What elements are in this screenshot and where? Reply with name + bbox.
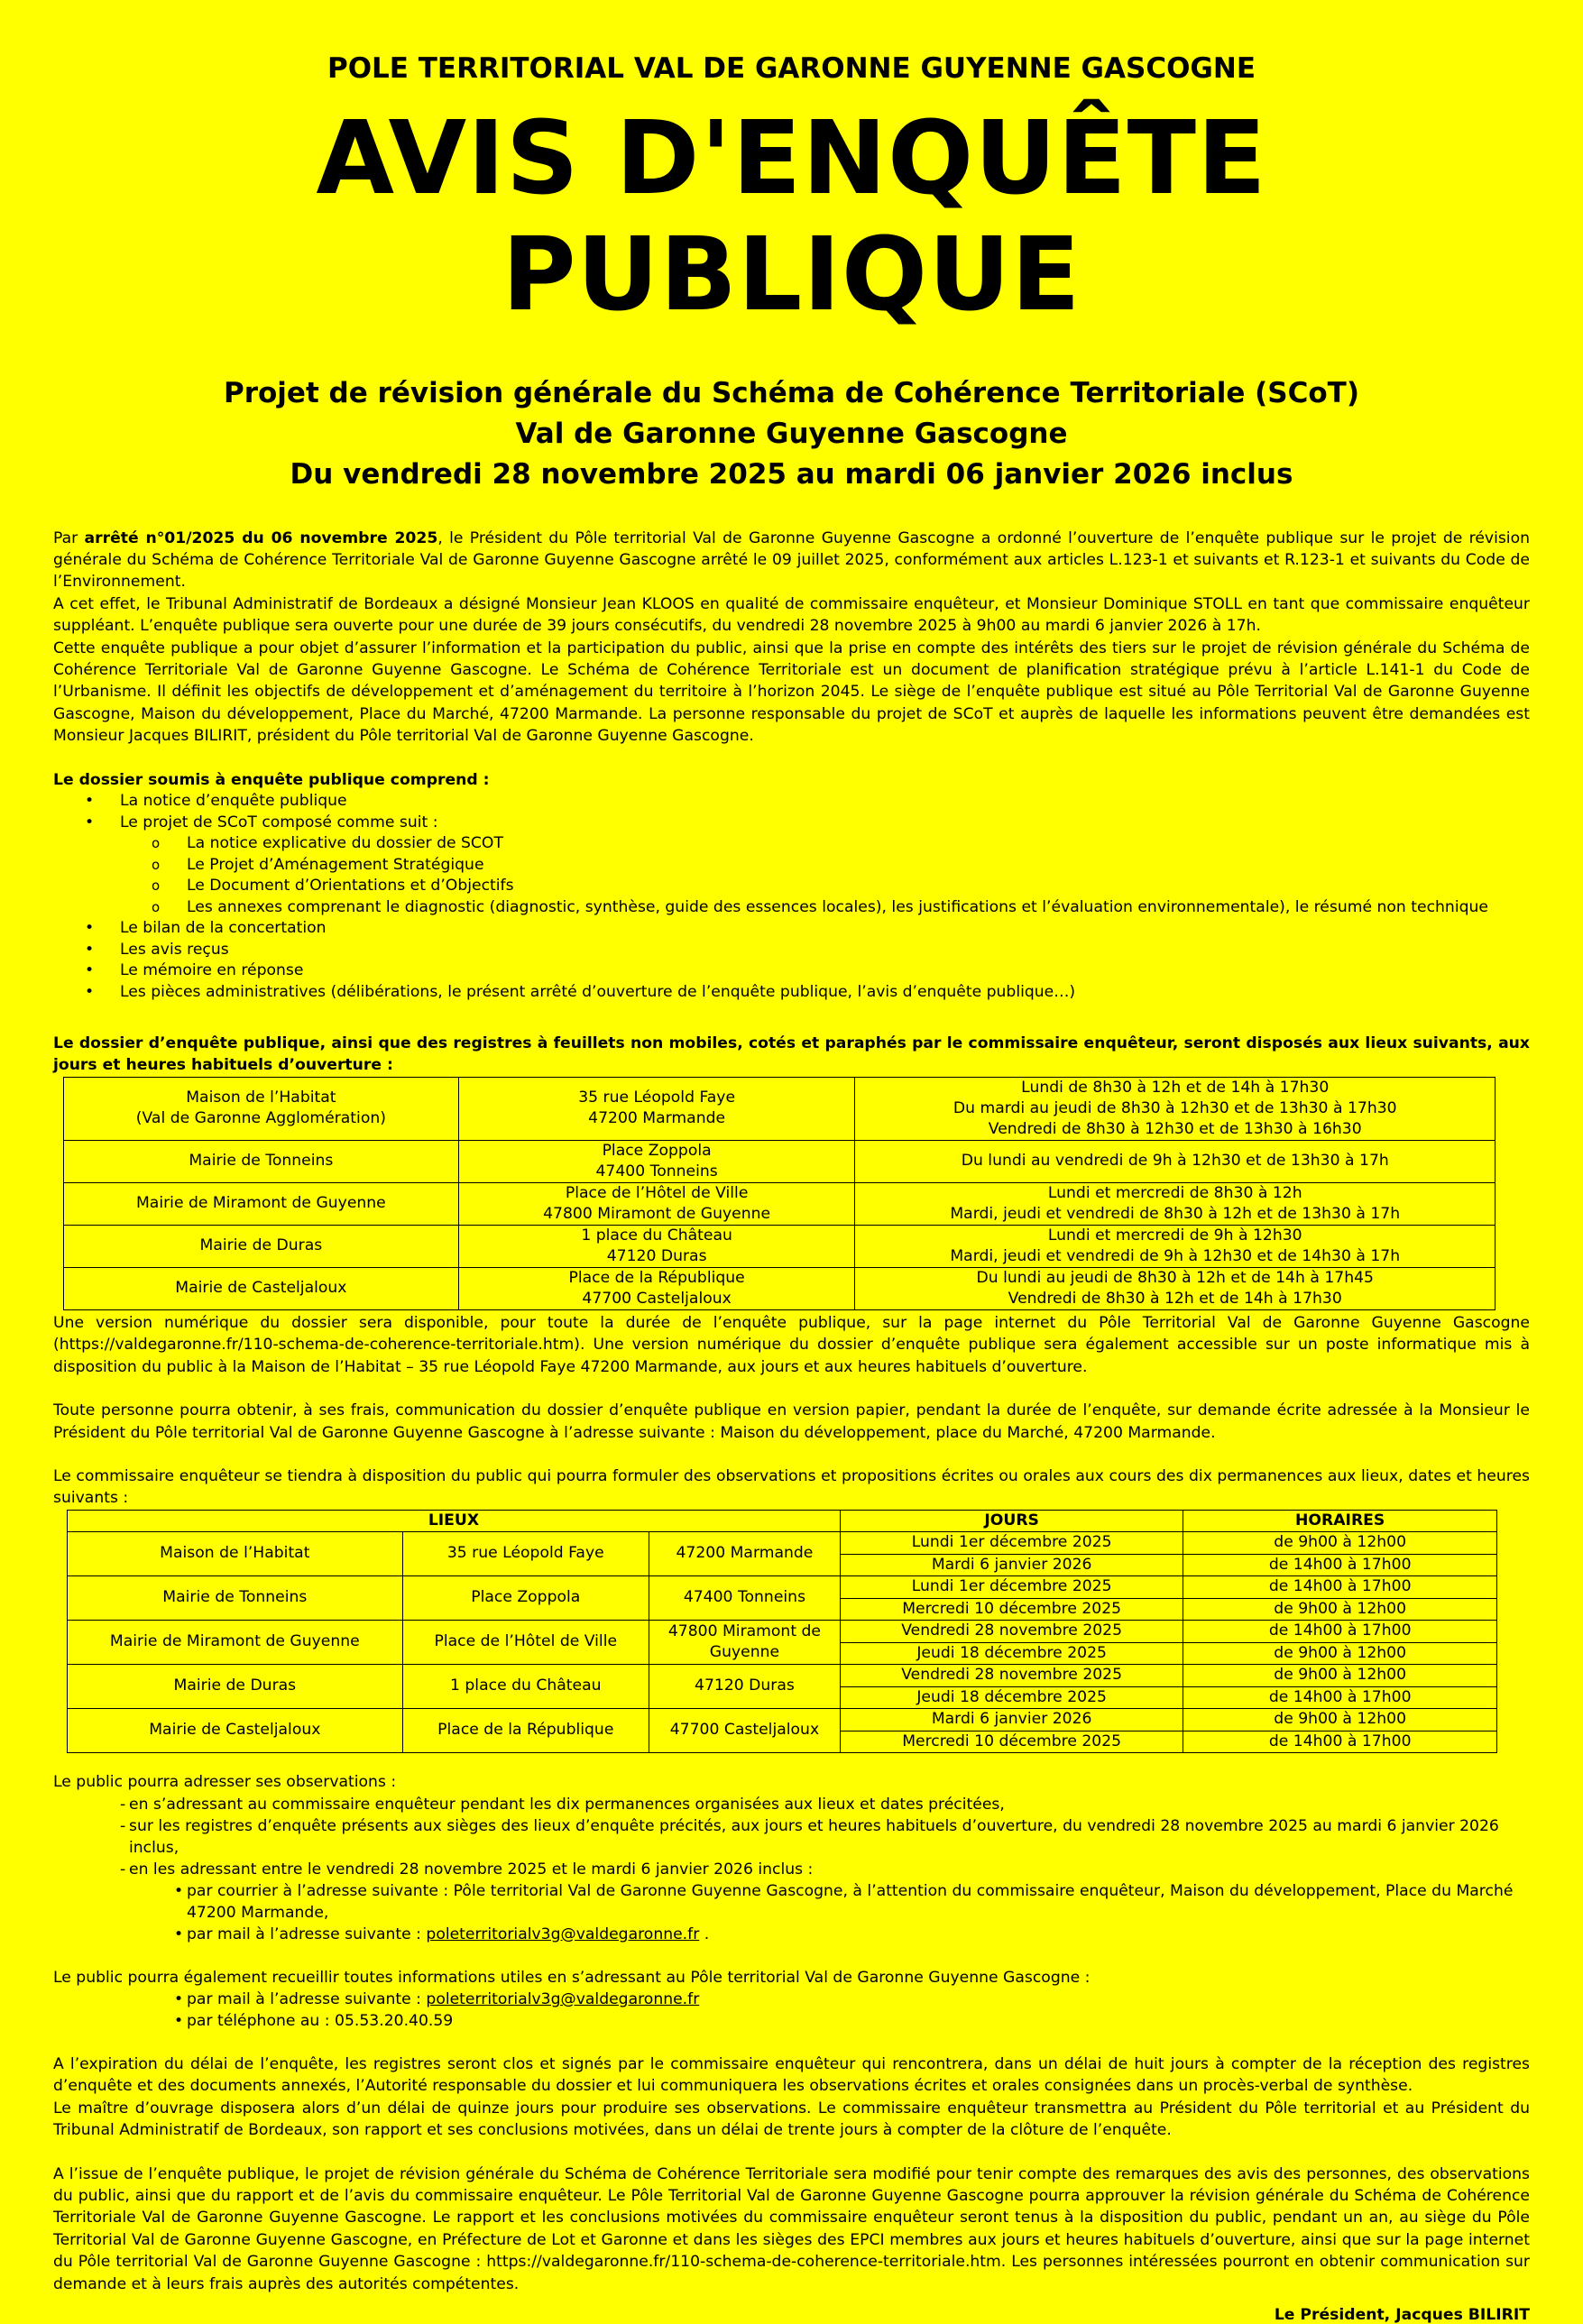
conclusion-paragraph: A l’issue de l’enquête publique, le projet de révision générale du Schéma de Cohérence Territoriale sera modifié pour tenir compte des remarques des avis des personnes, des observations du public, ainsi que du rapport et de l’avis du commissaire enquêteur. Le Pôle Territorial Val de Garonne Guyenne Gascogne pourra approuver la révision générale du Schéma de Cohérence Territoriale Val de Garonne Guyenne Gascogne. Le rapport et les conclusions motivées du commissaire enquêteur seront tenus à la disposition du public, pendant un an, au siège du Pôle Territorial Val de Garonne Guyenne Gascogne, en Préfecture de Lot et Garonne et dans les sièges des EPCI membres aux jours et heures habituels d’ouverture, ainsi que sur la page internet du Pôle territorial Val de Garonne Guyenne Gascogne : https://valdegaronne.fr/110-schema-de-coherence-territoriale.htm. Les personnes intéressées pourront en obtenir communication sur demande et à leurs frais auprès des autorités compétentes. [53, 2164, 1530, 2293]
intro-rest: , le Président du Pôle territorial Val de Garonne Guyenne Gascogne a ordonné l’ouverture de l’enquête publique sur le projet de révision générale du Schéma de Cohérence Territoriale Val de Garonne Guyenne Gascogne arrêté le 09 juillet 2025, conformément aux articles L.123-1 et suivants et R.123-1 et suivants du Code de l’Environnement. [53, 528, 1530, 592]
perm-jour: Mardi 6 janvier 2026 [840, 1709, 1183, 1732]
perm-lieu: Maison de l’Habitat [68, 1532, 403, 1576]
signature: Le Président, Jacques BILIRIT [1274, 2306, 1530, 2324]
column-header-jours: JOURS [840, 1510, 1183, 1532]
mail-prefix: par mail à l’adresse suivante : [187, 1990, 427, 2009]
perm-adresse: Place Zoppola [402, 1576, 649, 1621]
table-row [64, 1140, 1496, 1182]
sublist-item: o Le Document d’Orientations et d’Objectifs [187, 876, 1530, 897]
list-item-label: Le projet de SCoT composé comme suit : [120, 813, 438, 831]
perm-horaire: de 14h00 à 17h00 [1183, 1554, 1497, 1576]
location-hours: Du lundi au vendredi de 9h à 12h30 et de 13h30 à 17h [855, 1140, 1496, 1182]
table-row [64, 1267, 1496, 1309]
intro-paragraph-1 [53, 528, 1530, 593]
subtitle-line-2: Val de Garonne Guyenne Gascogne [515, 417, 1068, 450]
list-item: - en s’adressant au commissaire enquêteur pendant les dix permanences organisées aux lieux et dates précitées, [129, 1794, 1530, 1815]
table-row [68, 1709, 1497, 1732]
list-item [120, 813, 1530, 919]
perm-horaire: de 9h00 à 12h00 [1183, 1532, 1497, 1555]
location-address: Place de la République 47700 Casteljaloux [458, 1267, 855, 1309]
email-link[interactable]: poleterritorialv3g@valdegaronne.fr [426, 1990, 700, 2009]
perm-horaire: de 9h00 à 12h00 [1183, 1665, 1497, 1687]
table-row [64, 1077, 1496, 1140]
expiration-paragraph-2: Le maître d’ouvrage disposera alors d’un délai de quinze jours pour produire ses observations. Le commissaire enquêteur transmettra au Président du Pôle territorial et au Président du Tribunal Administratif de Bordeaux, son rapport et ses conclusions motivées, dans un délai de trente jours à compter de la clôture de l’enquête. [53, 2099, 1530, 2140]
table-row [64, 1225, 1496, 1267]
list-item: - en les adressant entre le vendredi 28 novembre 2025 et le mardi 6 janvier 2026 inclus : [129, 1859, 1530, 1880]
perm-lieu: Mairie de Miramont de Guyenne [68, 1621, 403, 1665]
infos-intro: Le public pourra également recueillir toutes informations utiles en s’adressant au Pôle territorial Val de Garonne Guyenne Gascogne : [53, 1968, 1091, 1987]
location-hours: Du lundi au jeudi de 8h30 à 12h et de 14h à 17h45 Vendredi de 8h30 à 12h et de 14h à 17h30 [855, 1267, 1496, 1309]
location-address: 35 rue Léopold Faye 47200 Marmande [458, 1077, 855, 1140]
perm-jour: Jeudi 18 décembre 2025 [840, 1686, 1183, 1709]
column-header-horaires: HORAIRES [1183, 1510, 1497, 1532]
list-item: • Les avis reçus [120, 940, 1530, 961]
page-title: AVIS D'ENQUÊTE PUBLIQUE [316, 100, 1267, 334]
perm-adresse: 35 rue Léopold Faye [402, 1532, 649, 1576]
perm-horaire: de 14h00 à 17h00 [1183, 1731, 1497, 1753]
table-row [68, 1532, 1497, 1555]
table-header-row [68, 1510, 1497, 1532]
observations-list [53, 1794, 1530, 1880]
perm-jour: Lundi 1er décembre 2025 [840, 1532, 1183, 1555]
location-address: Place de l’Hôtel de Ville 47800 Miramont de Guyenne [458, 1182, 855, 1225]
location-address: Place Zoppola 47400 Tonneins [458, 1140, 855, 1182]
subtitle-line-1: Projet de révision générale du Schéma de Cohérence Territoriale (SCoT) [223, 376, 1359, 409]
perm-ville: 47200 Marmande [649, 1532, 840, 1576]
location-address: 1 place du Château 47120 Duras [458, 1225, 855, 1267]
table-row [68, 1621, 1497, 1643]
perm-horaire: de 9h00 à 12h00 [1183, 1709, 1497, 1732]
list-item: - sur les registres d’enquête présents aux sièges des lieux d’enquête précités, aux jours et heures habituels d’ouverture, du vendredi 28 novembre 2025 au mardi 6 janvier 2026 inclus, [129, 1815, 1530, 1859]
perm-lieu: Mairie de Duras [68, 1665, 403, 1709]
list-item [187, 1989, 1530, 2010]
list-item: • Les pièces administratives (délibérations, le présent arrêté d’ouverture de l’enquête publique, l’avis d’enquête publique…) [120, 982, 1530, 1004]
dossier-list [53, 791, 1530, 1003]
sublist-item: o La notice explicative du dossier de SCOT [187, 833, 1530, 855]
perm-jour: Jeudi 18 décembre 2025 [840, 1642, 1183, 1665]
mail-suffix: . [699, 1924, 710, 1943]
location-hours: Lundi de 8h30 à 12h et de 14h à 17h30 Du mardi au jeudi de 8h30 à 12h30 et de 13h30 à 17h30 Vendredi de 8h30 à 12h30 et de 13h30 à 16h30 [855, 1077, 1496, 1140]
perm-horaire: de 9h00 à 12h00 [1183, 1642, 1497, 1665]
sublist-item: o Les annexes comprenant le diagnostic (diagnostic, synthèse, guide des essences locales), les justifications et l’évaluation environnementale), le résumé non technique [187, 897, 1530, 919]
lieux-heading-text: Le dossier d’enquête publique, ainsi que des registres à feuillets non mobiles, cotés et paraphés par le commissaire enquêteur, seront disposés aux lieux suivants, aux jours et heures habituels d’ouverture : [53, 1034, 1530, 1075]
papier-paragraph: Toute personne pourra obtenir, à ses frais, communication du dossier d’enquête publique en version papier, pendant la durée de l’enquête, sur demande écrite adressée à la Monsieur le Président du Pôle territorial Val de Garonne Guyenne Gascogne à l’adresse suivante : Maison du développement, place du Marché, 47200 Marmande. [53, 1401, 1530, 1442]
perm-jour: Mercredi 10 décembre 2025 [840, 1731, 1183, 1753]
location-name: Maison de l’Habitat (Val de Garonne Agglomération) [64, 1077, 459, 1140]
observations-sublist [53, 1880, 1530, 1945]
table-row [68, 1576, 1497, 1599]
location-name: Mairie de Casteljaloux [64, 1267, 459, 1309]
intro-paragraph-2: A cet effet, le Tribunal Administratif de Bordeaux a désigné Monsieur Jean KLOOS en qualité de commissaire enquêteur, et Monsieur Dominique STOLL en tant que commissaire enquêteur suppléant. L’enquête publique sera ouverte pour une durée de 39 jours consécutifs, du vendredi 28 novembre 2025 à 9h00 au mardi 6 janvier 2026 à 17h. [53, 594, 1530, 636]
mail-prefix: par mail à l’adresse suivante : [187, 1924, 427, 1943]
permanences-table [67, 1510, 1497, 1754]
dossier-heading-text: Le dossier soumis à enquête publique comprend : [53, 770, 490, 789]
perm-jour: Mercredi 10 décembre 2025 [840, 1598, 1183, 1621]
table-row [68, 1665, 1497, 1687]
perm-adresse: Place de l’Hôtel de Ville [402, 1621, 649, 1665]
perm-ville: 47400 Tonneins [649, 1576, 840, 1621]
list-item: • par téléphone au : 05.53.20.40.59 [187, 2010, 1530, 2032]
perm-adresse: 1 place du Château [402, 1665, 649, 1709]
perm-lieu: Mairie de Tonneins [68, 1576, 403, 1621]
email-link[interactable]: poleterritorialv3g@valdegaronne.fr [426, 1924, 700, 1943]
list-item: • Le bilan de la concertation [120, 918, 1530, 940]
project-subtitle [53, 373, 1530, 495]
intro-prefix: Par [53, 528, 85, 547]
scot-sublist [120, 833, 1530, 918]
expiration-paragraph-1: A l’expiration du délai de l’enquête, les registres seront clos et signés par le commissaire enquêteur qui rencontrera, dans un délai de huit jours à compter de la réception des registres d’enquête et des documents annexés, l’Autorité responsable du dossier et lui communiquera les observations écrites et orales consignées dans un procès-verbal de synthèse. [53, 2055, 1530, 2096]
perm-horaire: de 14h00 à 17h00 [1183, 1686, 1497, 1709]
location-name: Mairie de Tonneins [64, 1140, 459, 1182]
location-name: Mairie de Duras [64, 1225, 459, 1267]
location-hours: Lundi et mercredi de 8h30 à 12h Mardi, jeudi et vendredi de 8h30 à 12h et de 13h30 à 17h [855, 1182, 1496, 1225]
numerique-paragraph: Une version numérique du dossier sera disponible, pour toute la durée de l’enquête publique, sur la page internet du Pôle Territorial Val de Garonne Guyenne Gascogne (https://valdegaronne.fr/110-schema-de-coherence-territoriale.htm). Une version numérique du dossier d’enquête publique sera également accessible sur un poste informatique mis à disposition du public à la Maison de l’Habitat – 35 rue Léopold Faye 47200 Marmande, aux jours et aux heures habituels d’ouverture. [53, 1313, 1530, 1376]
table-row [64, 1182, 1496, 1225]
perm-jour: Vendredi 28 novembre 2025 [840, 1621, 1183, 1643]
arrete-reference: arrêté n°01/2025 du 06 novembre 2025 [84, 528, 438, 547]
intro-paragraph-3: Cette enquête publique a pour objet d’assurer l’information et la participation du public, ainsi que la prise en compte des intérêts des tiers sur le projet de révision générale du Schéma de Cohérence Territoriale Val de Garonne Guyenne Gascogne. Le Schéma de Cohérence Territoriale est un document de planification stratégique prévu à l’article L.141-1 du Code de l’Urbanisme. Il définit les objectifs de développement et d’aménagement du territoire à l’horizon 2045. Le siège de l’enquête publique est situé au Pôle Territorial Val de Garonne Guyenne Gascogne, Maison du développement, Place du Marché, 47200 Marmande. La personne responsable du projet de SCoT et auprès de laquelle les informations peuvent être demandées est Monsieur Jacques BILIRIT, président du Pôle territorial Val de Garonne Guyenne Gascogne. [53, 638, 1530, 746]
location-name: Mairie de Miramont de Guyenne [64, 1182, 459, 1225]
list-item: • Le mémoire en réponse [120, 960, 1530, 982]
locations-table [63, 1077, 1496, 1310]
organization-heading: POLE TERRITORIAL VAL DE GARONNE GUYENNE GASCOGNE [327, 52, 1256, 85]
perm-ville: 47800 Miramont de Guyenne [649, 1621, 840, 1665]
list-item: • La notice d’enquête publique [120, 791, 1530, 813]
perm-jour: Vendredi 28 novembre 2025 [840, 1665, 1183, 1687]
subtitle-dates: Du vendredi 28 novembre 2025 au mardi 06 janvier 2026 inclus [290, 457, 1293, 491]
location-hours: Lundi et mercredi de 9h à 12h30 Mardi, jeudi et vendredi de 9h à 12h30 et de 14h30 à 17h [855, 1225, 1496, 1267]
perm-lieu: Mairie de Casteljaloux [68, 1709, 403, 1753]
perm-horaire: de 14h00 à 17h00 [1183, 1621, 1497, 1643]
perm-ville: 47700 Casteljaloux [649, 1709, 840, 1753]
sublist-item: o Le Projet d’Aménagement Stratégique [187, 855, 1530, 877]
perm-jour: Mardi 6 janvier 2026 [840, 1554, 1183, 1576]
observations-intro: Le public pourra adresser ses observations : [53, 1773, 397, 1792]
perm-horaire: de 9h00 à 12h00 [1183, 1598, 1497, 1621]
perm-ville: 47120 Duras [649, 1665, 840, 1709]
perm-adresse: Place de la République [402, 1709, 649, 1753]
perm-jour: Lundi 1er décembre 2025 [840, 1576, 1183, 1599]
perm-horaire: de 14h00 à 17h00 [1183, 1576, 1497, 1599]
dossier-heading [53, 769, 1530, 791]
list-item [187, 1924, 1530, 1945]
column-header-lieux: LIEUX [68, 1510, 841, 1532]
lieux-heading [53, 1033, 1530, 1077]
permanences-intro: Le commissaire enquêteur se tiendra à disposition du public qui pourra formuler des observations et propositions écrites ou orales aux cours des dix permanences aux lieux, dates et heures suivants : [53, 1466, 1530, 1508]
infos-list [53, 1989, 1530, 2032]
list-item: • par courrier à l’adresse suivante : Pôle territorial Val de Garonne Guyenne Gascogne, à l’attention du commissaire enquêteur, Maison du développement, Place du Marché 47200 Marmande, [187, 1880, 1530, 1924]
